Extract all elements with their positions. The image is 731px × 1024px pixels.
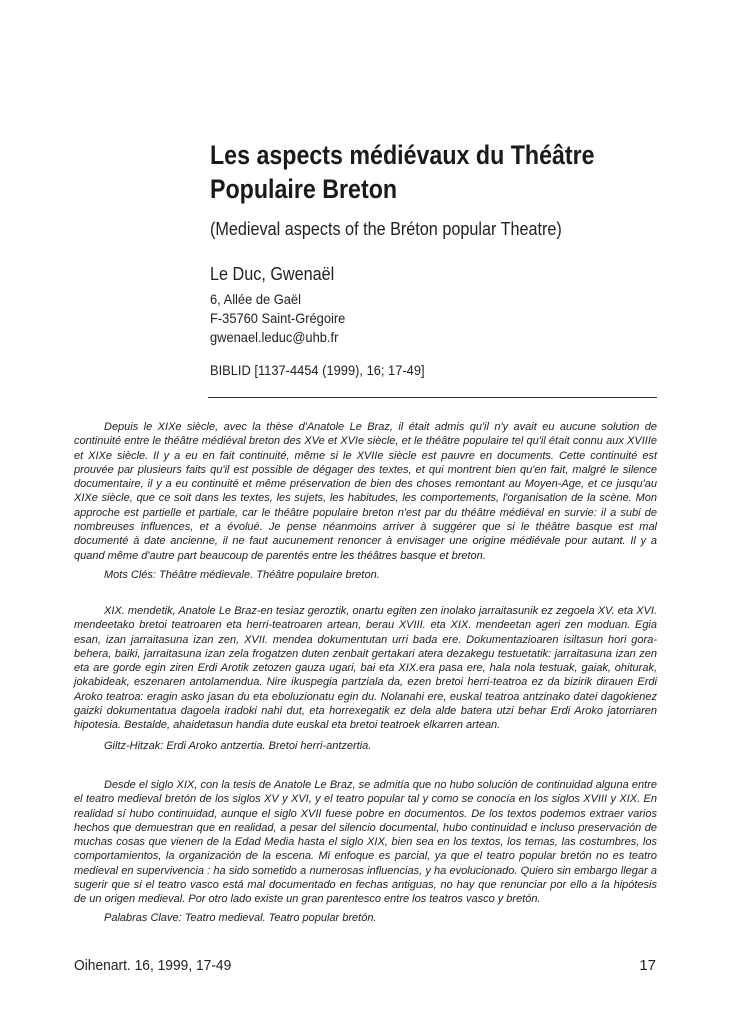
author-email: gwenael.leduc@uhb.fr — [210, 329, 339, 345]
abstract-line: Desde el siglo XIX, con la tesis de Anatole Le Braz, se admitía que no hubo solución de continuidad alguna entre — [104, 779, 657, 791]
abstract-line: documenté à date ancienne, il ne faut aucunement renoncer à envisager une origine médiévale pour autant. Il y a — [74, 535, 657, 548]
abstract-french — [74, 420, 657, 563]
abstract-line: esan, izan jarraitasuna izan zen, XVII. mendea dokumentutan urri bada ere. Dokumentazioaren isiltasun hori gora- — [74, 633, 657, 646]
abstract-line: jokabideak, eszenaren antolamendua. Nire ikuspegia partziala da, ezen bretoi herri-teatroa ez da bizirik dirauen Erdi — [74, 676, 657, 689]
divider — [208, 397, 657, 398]
abstract-spanish — [74, 778, 657, 907]
abstract-line: nombreuses influences, et a évolué. Je pense néanmoins arriver à suggérer que si le théâtre basque est mal — [74, 521, 657, 534]
address-city: F-35760 Saint-Grégoire — [210, 310, 346, 326]
abstract-line: Aroko teatroa: eragin asko jasan du eta eboluzionatu egin du. Nolanahi ere, euskal teatroa antzinako datei dagokienez — [74, 690, 657, 703]
author-name: Le Duc, Gwenaël — [210, 264, 335, 284]
abstract-line: realidad sí hubo continuidad, aunque el siglo XVII fuese pobre en documentos. De los textos podemos extraer varios — [74, 807, 657, 820]
author-address — [210, 290, 345, 347]
abstract-line: prouvée par plusieurs faits qu'il est possible de dégager des textes, et qui montrent bien qu'en fait, malgré le silence — [74, 463, 657, 476]
abstract-line: gaizki dokumentatua dagoela iradoki nahi dut, eta horrexegatik ez dela alde batera utzi behar Erdi Aroko jatorriaren — [74, 705, 657, 718]
abstract-line: hechos que demuestran que en realidad, a pesar del silencio documental, hubo continuidad e incluso preservación de — [74, 821, 657, 834]
abstract-line: eta are gorde egin ziren Erdi Arotik zetozen gauza ugari, bai eta XIX.era pasa ere, hala nola testuak, gaiak, ohiturak, — [74, 662, 657, 675]
keywords-spanish: Palabras Clave: Teatro medieval. Teatro popular bretón. — [104, 912, 377, 924]
abstract-line: Depuis le XIXe siècle, avec la thèse d'Anatole Le Braz, il était admis qu'il n'y avait eu aucune solution de — [104, 421, 657, 433]
title-line: Les aspects médiévaux du Théâtre — [210, 140, 595, 170]
abstract-line: XIX. mendetik, Anatole Le Braz-en tesiaz geroztik, onartu egiten zen inolako jarraitasunik ez zegoela XV. eta XVI. — [104, 605, 657, 617]
abstract-line: sugerir que si el teatro vasco está mal documentado en fechas antiguas, no hay que renunciar por ello a la hipótesis — [74, 879, 657, 892]
abstract-line: behera, baiki, jarraitasuna izan zela frogatzen duten zenbait gertakari atera dezakegu testuetatik: jarraitasuna izan zen — [74, 647, 657, 660]
abstract-line: continuité entre le théâtre médiéval breton des XVe et XVIe siècle, et le théâtre populaire tel qu'il était connu aux XVIIIe — [74, 435, 657, 448]
abstract-line: muchas cosas que vienen de la Edad Media hasta el siglo XIX, bien sea en los textos, los temas, las costumbres, los — [74, 836, 657, 849]
keywords-french: Mots Clés: Théâtre médievale. Théâtre populaire breton. — [104, 569, 380, 581]
journal-citation: Oihenart. 16, 1999, 17-49 — [74, 957, 232, 974]
abstract-line: et XIXe siècle. Il y a eu en fait continuité, même si le XVIIe siècle est pauvre en documents. Cette continuité est — [74, 449, 657, 462]
abstract-line: de un origen medieval. Por otro lado existe un gran parentesco entre los teatros vasco y bretón. — [74, 893, 541, 906]
biblid: BIBLID [1137-4454 (1999), 16; 17-49] — [210, 362, 425, 378]
abstract-line: documentaire, il y a eu continuité et même préservation de bien des choses remontant au Moyen-Age, et ce jusqu'au — [74, 478, 657, 491]
abstract-line: medieval en supervivencia : ha sido sometido a numerosas influencias, y ha evolucionado. Quiero sin embargo llegar a — [74, 864, 657, 877]
abstract-line: comportamientos, la organización de la escena. Mi enfoque es parcial, ya que el teatro popular bretón no es teatro — [74, 850, 657, 863]
abstract-line: XIXe siècle, que ce soit dans les textes, les sujets, les habitudes, les comportements, l'organisation de la scène. Mon — [74, 492, 657, 505]
page-number: 17 — [639, 957, 656, 974]
article-subtitle: (Medieval aspects of the Bréton popular Theatre) — [210, 219, 562, 239]
abstract-line: approche est partielle et partiale, car le théâtre populaire breton n'est par du théâtre médiéval en survie: il a subi de — [74, 506, 657, 519]
address-street: 6, Allée de Gaël — [210, 291, 301, 307]
abstract-line: quand même d'autre part beaucoup de parentés entre les théâtres basque et breton. — [74, 549, 486, 562]
article-title — [210, 138, 595, 206]
abstract-basque — [74, 604, 657, 733]
abstract-line: mendeetako bretoi teatroaren eta herri-teatroaren artean, berau XVIII. eta XIX. mendeetan ageri zen moduan. Egia — [74, 619, 657, 632]
abstract-line: hipotesia. Bestalde, ahaidetasun handia dute euskal eta bretoi teatroek elkarren artean. — [74, 719, 501, 732]
keywords-basque: Giltz-Hitzak: Erdi Aroko antzertia. Bretoi herri-antzertia. — [104, 740, 372, 752]
abstract-line: el teatro medieval bretón de los siglos XV y XVI, y el teatro popular tal y como se conocía en los siglos XVIII y XIX. En — [74, 793, 657, 806]
title-line: Populaire Breton — [210, 174, 398, 204]
